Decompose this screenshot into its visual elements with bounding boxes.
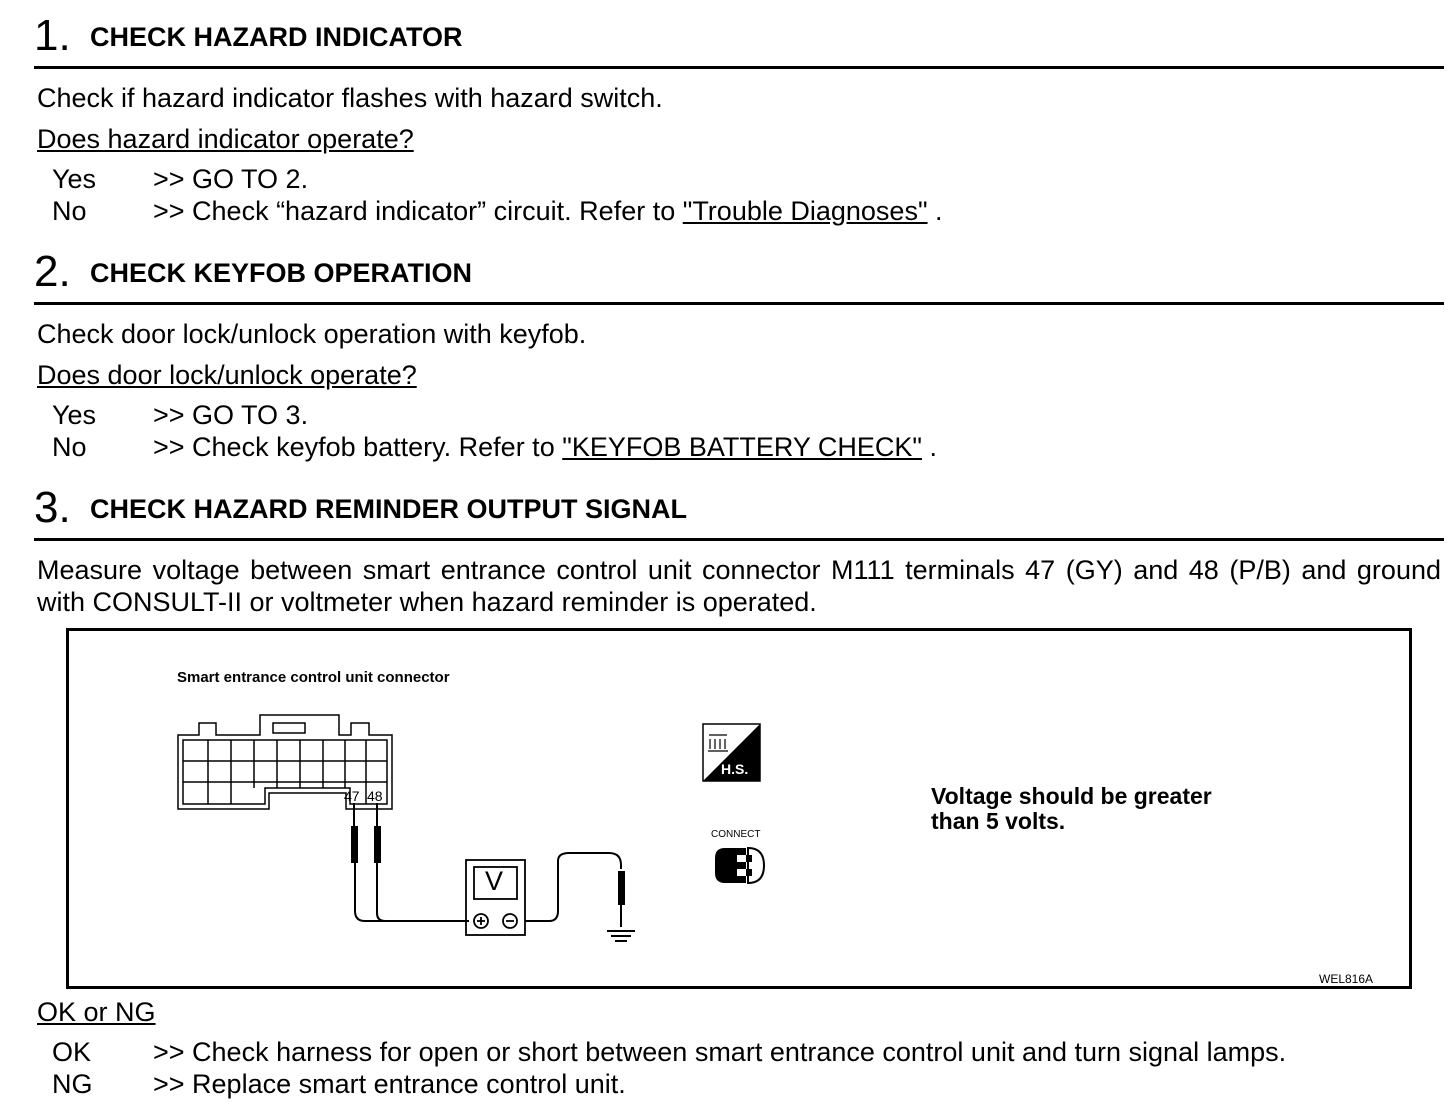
keyfob-battery-check-link[interactable]: "KEYFOB BATTERY CHECK" (562, 432, 922, 462)
step-3-number: 3. (34, 483, 71, 532)
step-1-no-action: >> Check “hazard indicator” circuit. Refer to (153, 196, 676, 226)
wire-48 (377, 863, 469, 921)
step-3-instruction: Measure voltage between smart entrance control unit connector M111 terminals 47 (GY) and 48 (P/B) and ground with CONSULT-II or voltmeter when hazard reminder is operated. (37, 555, 1441, 617)
step-2-no-action: >> Check keyfob battery. Refer to (153, 432, 555, 462)
connector-latch (273, 723, 305, 733)
step-3-question: OK or NG (37, 997, 156, 1027)
step-2-title: CHECK KEYFOB OPERATION (90, 258, 473, 288)
step-2-yes-label: Yes (52, 400, 97, 430)
voltage-note: Voltage should be greater than 5 volts. (931, 783, 1212, 834)
connect-label: CONNECT (711, 829, 761, 840)
trouble-diagnoses-link[interactable]: "Trouble Diagnoses" (682, 196, 928, 226)
probe-47-tip (351, 826, 358, 863)
step-1-no-result (153, 195, 943, 227)
step-3-ok-action: >> Check harness for open or short between smart entrance control unit and turn signal lamps. (153, 1037, 1287, 1067)
step-1-no-tail: . (935, 196, 943, 226)
step-1-yes-action: >> GO TO 2. (153, 164, 309, 194)
step-2-instruction: Check door lock/unlock operation with keyfob. (37, 319, 587, 349)
hs-label: H.S. (721, 761, 749, 777)
step-2-number: 2. (34, 247, 71, 296)
terminal-48-label: 48 (367, 788, 383, 804)
terminal-47-label: 47 (344, 788, 360, 804)
step-1-question: Does hazard indicator operate? (37, 124, 414, 154)
step-2-question: Does door lock/unlock operate? (37, 360, 417, 390)
measurement-figure (66, 628, 1412, 989)
ground-wire (525, 853, 621, 921)
step-2-yes-action: >> GO TO 3. (153, 400, 309, 430)
step-3-divider (34, 538, 1444, 541)
step-1-instruction: Check if hazard indicator flashes with hazard switch. (37, 83, 663, 113)
step-1-title: CHECK HAZARD INDICATOR (90, 22, 463, 52)
probe-48-tip (374, 826, 381, 863)
connect-icon (715, 848, 764, 883)
step-3-ok-label: OK (52, 1037, 92, 1067)
wire-47 (355, 863, 469, 921)
step-3-ng-action: >> Replace smart entrance control unit. (153, 1069, 626, 1099)
step-2-no-tail: . (929, 432, 938, 462)
step-1-divider (34, 66, 1444, 69)
figure-code: WEL816A (1319, 972, 1374, 986)
step-1-no-label: No (52, 196, 87, 226)
step-1-number: 1. (34, 11, 71, 60)
connector-title: Smart entrance control unit connector (177, 669, 450, 686)
voltmeter-symbol: V (485, 866, 504, 896)
step-2-no-result (153, 431, 937, 463)
ground-probe-tip (618, 871, 625, 905)
step-3-title: CHECK HAZARD REMINDER OUTPUT SIGNAL (90, 494, 687, 524)
step-2-divider (34, 302, 1444, 305)
step-2-no-label: No (52, 432, 87, 462)
step-1-yes-label: Yes (52, 164, 97, 194)
step-3-ng-label: NG (52, 1069, 93, 1099)
